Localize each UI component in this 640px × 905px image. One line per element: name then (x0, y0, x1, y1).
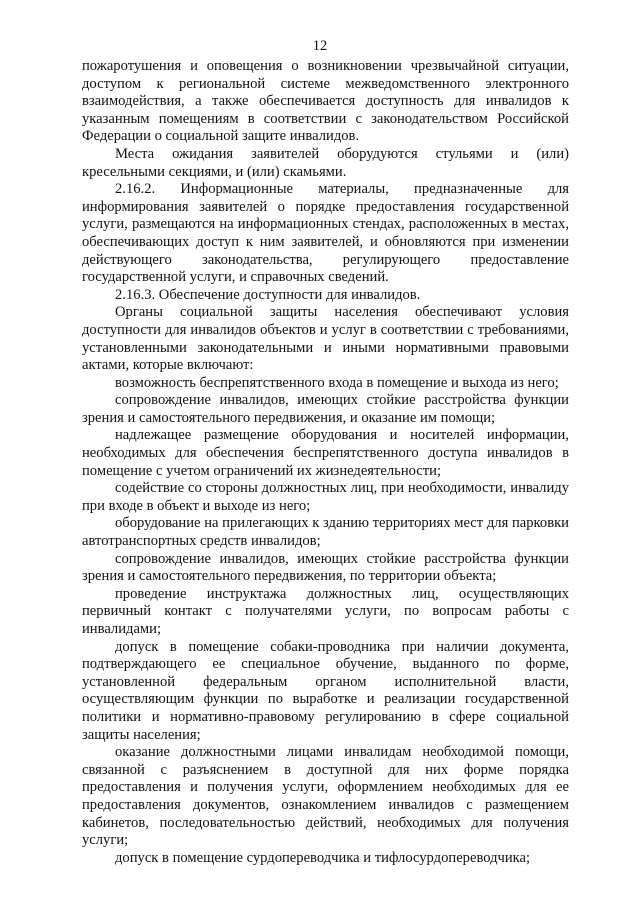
paragraph-continuation: пожаротушения и оповещения о возникновении чрезвычайной ситуации, доступом к региональной системе межведомственного электронного взаимодействия, а также обеспечивается доступность для инвалидов к указанным помещениям в соответствии с законодательством Российской Федерации о социальной защите инвалидов. (82, 58, 569, 145)
paragraph: 2.16.2. Информационные материалы, предназначенные для информирования заявителей о порядке предоставления государственной услуги, размещаются на информационных стендах, расположенных в местах, обеспечивающих доступ к ним заявителей, и обновляются при изменении действующего законодательства, регулирующего предоставление государственной услуги, и справочных сведений. (82, 181, 569, 286)
list-item: допуск в помещение сурдопереводчика и тифлосурдопереводчика; (115, 849, 531, 866)
list-item: оборудование на прилегающих к зданию территориях мест для парковки автотранспортных средств инвалидов; (82, 515, 569, 550)
list-item: проведение инструктажа должностных лиц, осуществляющих первичный контакт с получателями услуги, по вопросам работы с инвалидами; (82, 585, 569, 637)
section-heading: 2.16.3. Обеспечение доступности для инвалидов. (115, 286, 421, 303)
paragraph: Органы социальной защиты населения обеспечивают условия доступности для инвалидов объектов и услуг в соответствии с требованиями, установленными законодательными и иными нормативными правовыми актами, которые включают: (82, 304, 569, 374)
page-number: 12 (312, 38, 328, 54)
list-item: допуск в помещение собаки-проводника при наличии документа, подтверждающего ее специальное обучение, выданного по форме, установленной федеральным органом исполнительной власти, осуществляющим функции по выработке и реализации государственной политики и нормативно-правовому регулированию в сфере социальной защиты населения; (82, 638, 569, 743)
list-item: надлежащее размещение оборудования и носителей информации, необходимых для обеспечения беспрепятственного доступа инвалидов в помещение с учетом ограничений их жизнедеятельности; (82, 427, 569, 479)
list-item: сопровождение инвалидов, имеющих стойкие расстройства функции зрения и самостоятельного передвижения, по территории объекта; (82, 550, 569, 585)
list-item: оказание должностными лицами инвалидам необходимой помощи, связанной с разъяснением в доступной для них форме порядка предоставления и получения услуги, оформлением необходимых для ее предоставления документов, ознакомлением инвалидов с размещением кабинетов, последовательностью действий, необходимых для получения услуги; (82, 744, 569, 849)
list-item: содействие со стороны должностных лиц, при необходимости, инвалиду при входе в объект и выходе из него; (82, 480, 569, 514)
document-body (82, 58, 569, 867)
paragraph: Места ожидания заявителей оборудуются стульями и (или) кресельными секциями, и (или) скамьями. (82, 145, 569, 180)
list-item: сопровождение инвалидов, имеющих стойкие расстройства функции зрения и самостоятельного передвижения, и оказание им помощи; (82, 392, 569, 426)
list-item: возможность беспрепятственного входа в помещение и выхода из него; (115, 374, 559, 391)
